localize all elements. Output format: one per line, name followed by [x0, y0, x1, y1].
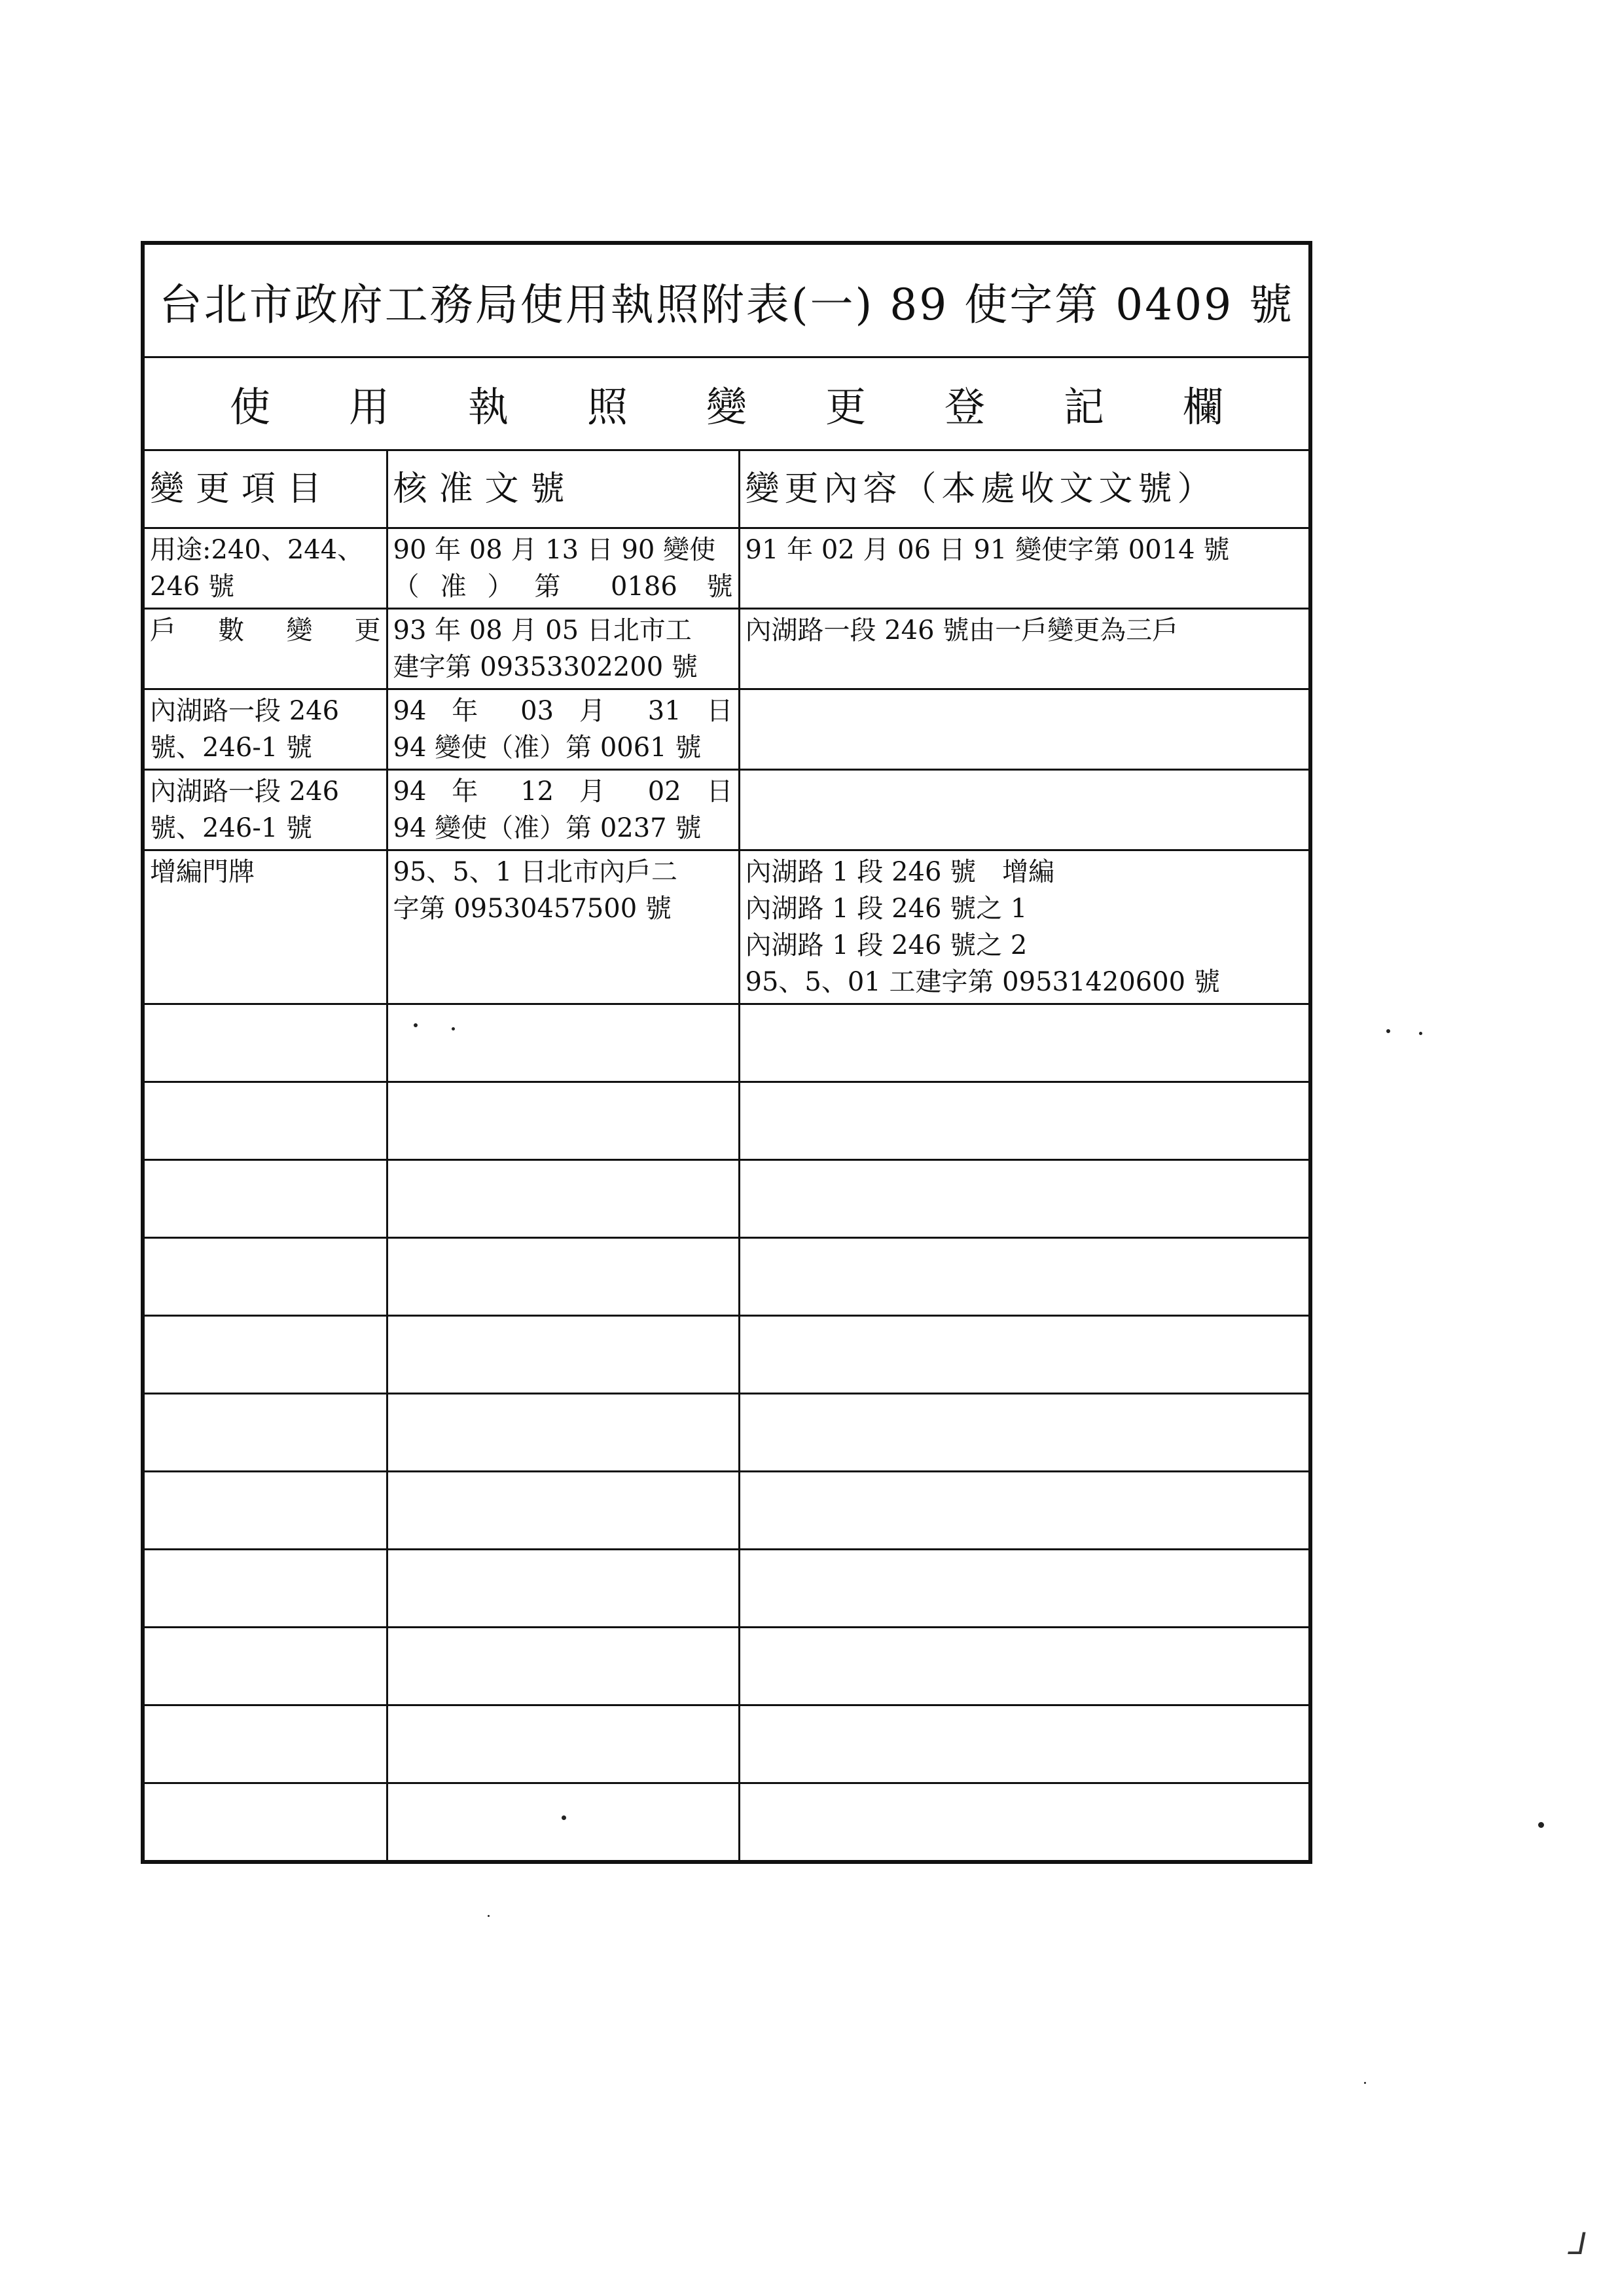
empty-cell	[387, 1705, 739, 1783]
empty-cell	[387, 1550, 739, 1628]
empty-cell	[387, 1316, 739, 1394]
empty-cell	[145, 1004, 387, 1082]
cell-line: 91 年 02 月 06 日 91 變使字第 0014 號	[745, 535, 1230, 565]
empty-row	[145, 1004, 1308, 1082]
cell-line: 號、246-1 號	[150, 813, 313, 843]
empty-cell	[387, 1394, 739, 1472]
empty-cell	[145, 1160, 387, 1238]
empty-cell	[739, 1082, 1308, 1160]
cell-approval-number	[387, 689, 739, 770]
empty-cell	[739, 1472, 1308, 1550]
empty-row	[145, 1316, 1308, 1394]
empty-cell	[739, 1238, 1308, 1316]
scan-speck	[562, 1815, 566, 1820]
cell-approval-number	[387, 770, 739, 850]
empty-cell	[387, 1472, 739, 1550]
empty-cell	[145, 1705, 387, 1783]
empty-cell	[739, 1316, 1308, 1394]
empty-cell	[145, 1394, 387, 1472]
empty-cell	[387, 1628, 739, 1705]
empty-row	[145, 1628, 1308, 1705]
empty-row	[145, 1238, 1308, 1316]
scan-speck	[414, 1023, 418, 1027]
empty-cell	[145, 1316, 387, 1394]
scan-speck	[1419, 1032, 1422, 1035]
cell-line: 內湖路 1 段 246 號之 1	[745, 894, 1028, 924]
cell-line: 內湖路一段 246 號由一戶變更為三戶	[745, 615, 1179, 646]
empty-row	[145, 1160, 1308, 1238]
cell-line: 94 變使（准）第 0061 號	[393, 733, 702, 763]
empty-cell	[739, 1394, 1308, 1472]
empty-cell	[387, 1783, 739, 1861]
cell-line: （准）第 0186 號	[393, 572, 733, 602]
empty-row	[145, 1783, 1308, 1861]
empty-cell	[387, 1082, 739, 1160]
cell-change-content	[739, 770, 1308, 850]
document-title: 台北市政府工務局使用執照附表(一) 89 使字第 0409 號	[145, 245, 1308, 358]
cell-approval-number	[387, 528, 739, 609]
table-row	[145, 689, 1308, 770]
cell-change-content	[739, 609, 1308, 689]
cell-change-item	[145, 528, 387, 609]
cell-line: 94 變使（准）第 0237 號	[393, 813, 702, 843]
scan-speck	[1364, 2082, 1366, 2084]
empty-cell	[739, 1550, 1308, 1628]
cell-change-item	[145, 850, 387, 1004]
scan-speck	[1386, 1029, 1390, 1033]
empty-cell	[739, 1705, 1308, 1783]
header-change-item: 變更項目	[145, 451, 387, 528]
license-appendix-form	[141, 241, 1312, 1864]
cell-line: 戶 數 變 更	[150, 615, 381, 646]
scan-speck	[1538, 1822, 1544, 1828]
table-row	[145, 770, 1308, 850]
empty-cell	[145, 1783, 387, 1861]
table-row	[145, 528, 1308, 609]
cell-line: 95、5、1 日北市內戶二	[393, 857, 678, 887]
cell-approval-number	[387, 850, 739, 1004]
cell-change-content	[739, 528, 1308, 609]
header-approval-number: 核准文號	[387, 451, 739, 528]
table-row	[145, 609, 1308, 689]
empty-cell	[739, 1160, 1308, 1238]
cell-line: 字第 09530457500 號	[393, 894, 672, 924]
cell-line: 95、5、01 工建字第 09531420600 號	[745, 967, 1220, 997]
cell-line: 246 號	[150, 572, 235, 602]
header-change-content: 變更內容（本處收文文號）	[739, 451, 1308, 528]
cell-line: 建字第 09353302200 號	[393, 652, 698, 682]
cell-line: 內湖路一段 246	[150, 696, 340, 726]
cell-change-content	[739, 689, 1308, 770]
empty-cell	[145, 1082, 387, 1160]
section-heading: 使用執照變更登記欄	[145, 358, 1308, 451]
empty-row	[145, 1394, 1308, 1472]
cell-line: 93 年 08 月 05 日北市工	[393, 615, 692, 646]
empty-cell	[145, 1628, 387, 1705]
empty-row	[145, 1705, 1308, 1783]
cell-line: 94 年 12 月 02 日	[393, 776, 733, 807]
empty-cell	[387, 1238, 739, 1316]
empty-cell	[739, 1004, 1308, 1082]
cell-change-item	[145, 689, 387, 770]
empty-cell	[145, 1238, 387, 1316]
cell-line: 內湖路 1 段 246 號之 2	[745, 930, 1028, 960]
cell-change-item	[145, 770, 387, 850]
empty-cell	[387, 1004, 739, 1082]
cell-change-content	[739, 850, 1308, 1004]
cell-line: 94 年 03 月 31 日	[393, 696, 733, 726]
cell-line: 號、246-1 號	[150, 733, 313, 763]
empty-row	[145, 1082, 1308, 1160]
empty-row	[145, 1550, 1308, 1628]
cell-approval-number	[387, 609, 739, 689]
empty-cell	[145, 1472, 387, 1550]
cell-line: 90 年 08 月 13 日 90 變使	[393, 535, 716, 565]
empty-cell	[739, 1783, 1308, 1861]
table-header-row	[145, 451, 1308, 528]
empty-cell	[387, 1160, 739, 1238]
empty-cell	[739, 1628, 1308, 1705]
empty-row	[145, 1472, 1308, 1550]
scan-speck	[452, 1027, 455, 1030]
cell-line: 用途:240、244、	[150, 535, 364, 565]
scan-speck	[488, 1915, 490, 1917]
cell-change-item	[145, 609, 387, 689]
cell-line: 內湖路一段 246	[150, 776, 340, 807]
cell-line: 內湖路 1 段 246 號 增編	[745, 857, 1055, 887]
table-row	[145, 850, 1308, 1004]
change-registration-table	[145, 451, 1308, 1860]
cell-line: 增編門牌	[150, 857, 255, 887]
empty-cell	[145, 1550, 387, 1628]
corner-handwritten-mark: ⅃	[1568, 2226, 1585, 2261]
